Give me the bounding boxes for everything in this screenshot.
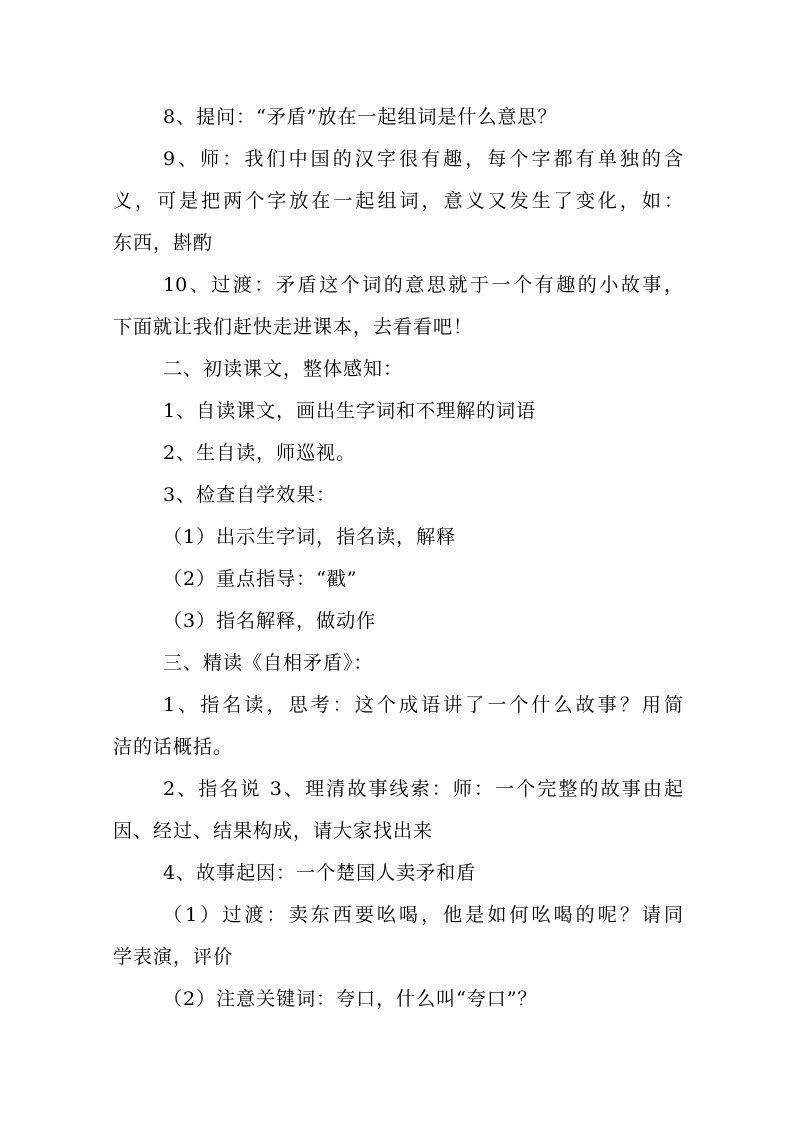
paragraph-line: 因、经过、结果构成，请大家找出来 bbox=[113, 820, 434, 842]
paragraph-line: 1、指名读，思考：这个成语讲了一个什么故事？用简 bbox=[163, 694, 683, 716]
paragraph-line: 9、师：我们中国的汉字很有趣，每个字都有单独的含 bbox=[163, 148, 683, 170]
section-heading: 三、精读《自相矛盾》： bbox=[163, 652, 374, 674]
paragraph-line: （1）出示生字词，指名读，解释 bbox=[163, 526, 457, 548]
section-heading: 二、初读课文，整体感知： bbox=[163, 358, 404, 380]
paragraph-line: 2、指名说 3、理清故事线索：师：一个完整的故事由起 bbox=[163, 778, 683, 800]
paragraph-line: 2、生自读，师巡视。 bbox=[163, 442, 357, 464]
paragraph-line: （2）重点指导：“戳” bbox=[163, 568, 358, 590]
paragraph-line: 学表演，评价 bbox=[113, 946, 234, 968]
paragraph-line: 义，可是把两个字放在一起组词，意义又发生了变化，如： bbox=[113, 190, 683, 212]
paragraph-line: 洁的话概括。 bbox=[113, 736, 234, 758]
paragraph-line: 东西，斟酌 bbox=[113, 232, 214, 254]
paragraph-line: 10、过渡：矛盾这个词的意思就于一个有趣的小故事， bbox=[163, 274, 683, 296]
paragraph-line: 3、检查自学效果： bbox=[163, 484, 337, 506]
paragraph-line: （2）注意关键词：夸口，什么叫“夸口”？ bbox=[163, 988, 538, 1010]
paragraph-line: （3）指名解释，做动作 bbox=[163, 610, 377, 632]
paragraph-line: 下面就让我们赶快走进课本，去看看吧！ bbox=[113, 316, 474, 338]
paragraph-line: （1）过渡：卖东西要吆喝，他是如何吆喝的呢？请同 bbox=[163, 904, 683, 926]
paragraph-line: 8、提问：“矛盾”放在一起组词是什么意思？ bbox=[163, 106, 558, 128]
paragraph-line: 4、故事起因：一个楚国人卖矛和盾 bbox=[163, 862, 477, 884]
paragraph-line: 1、自读课文，画出生字词和不理解的词语 bbox=[163, 400, 537, 422]
